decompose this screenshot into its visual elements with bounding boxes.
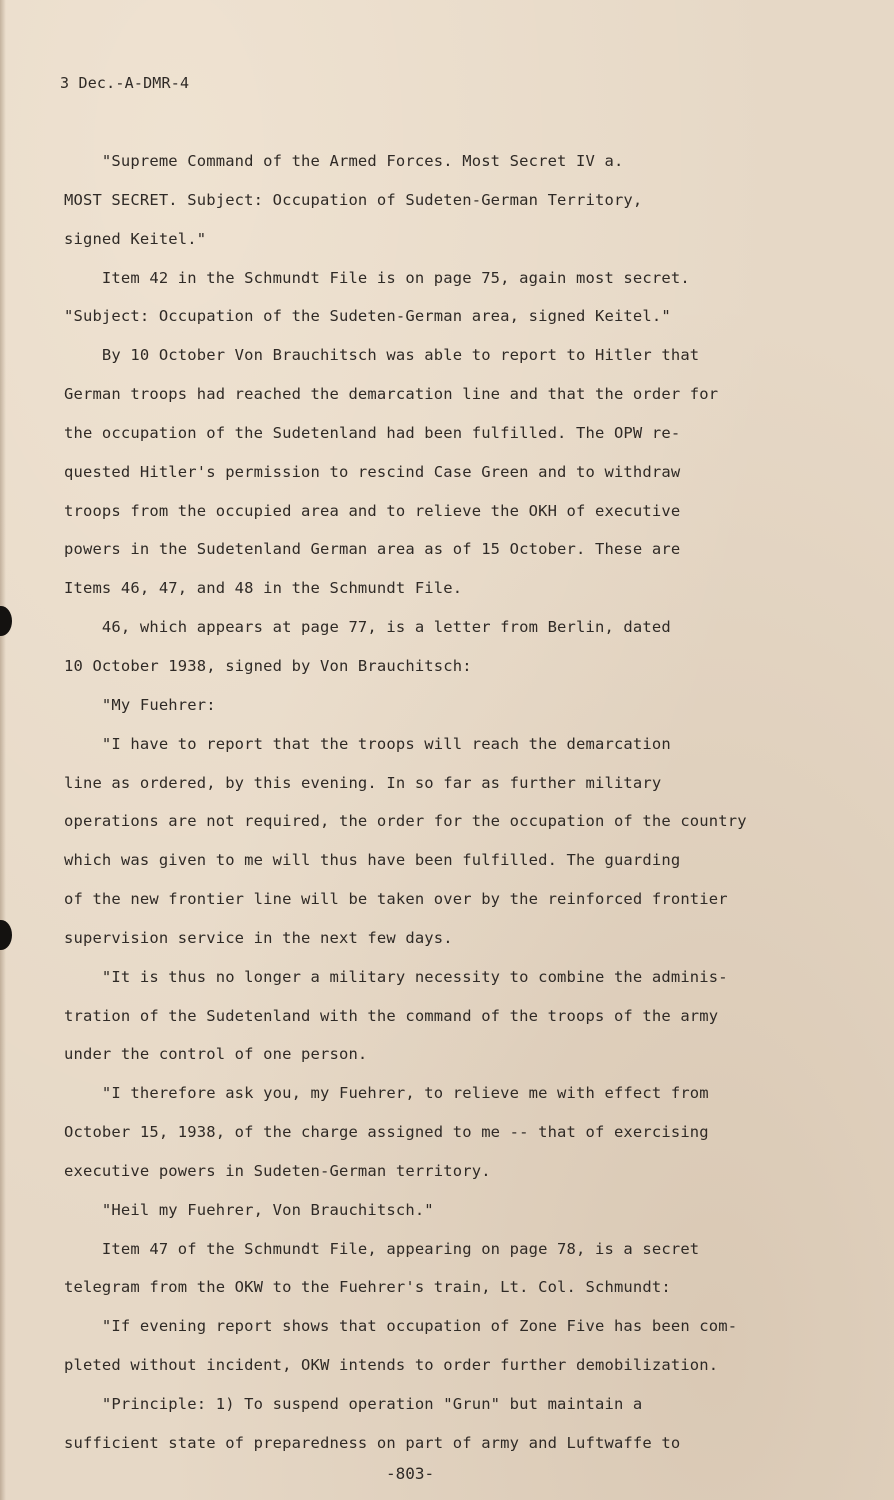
text-line: supervision service in the next few days. [64, 928, 453, 947]
text-line: powers in the Sudetenland German area as of 15 October. These are [64, 540, 681, 559]
page-edge-shadow [0, 0, 6, 1500]
text-line: "Heil my Fuehrer, Von Brauchitsch." [64, 1200, 434, 1219]
text-line: troops from the occupied area and to relieve the OKH of executive [64, 501, 681, 520]
text-line: executive powers in Sudeten-German territory. [64, 1161, 491, 1180]
text-line: "I therefore ask you, my Fuehrer, to relieve me with effect from [64, 1084, 709, 1103]
text-line: sufficient state of preparedness on part of army and Luftwaffe to [64, 1433, 681, 1452]
text-line: 46, which appears at page 77, is a letter from Berlin, dated [64, 618, 671, 637]
text-line: MOST SECRET. Subject: Occupation of Sudeten-German Territory, [64, 190, 643, 209]
text-line: October 15, 1938, of the charge assigned to me -- that of exercising [64, 1123, 709, 1142]
text-line: tration of the Sudetenland with the command of the troops of the army [64, 1006, 719, 1025]
text-line: signed Keitel." [64, 229, 207, 248]
text-line: under the control of one person. [64, 1045, 368, 1064]
text-line: quested Hitler's permission to rescind Case Green and to withdraw [64, 462, 681, 481]
document-body [64, 142, 794, 1463]
text-line: "Supreme Command of the Armed Forces. Most Secret IV a. [64, 152, 624, 170]
text-line: By 10 October Von Brauchitsch was able to report to Hitler that [64, 346, 700, 365]
text-line: 10 October 1938, signed by Von Brauchitsch: [64, 656, 472, 675]
text-line: "Subject: Occupation of the Sudeten-German area, signed Keitel." [64, 307, 671, 326]
text-line: operations are not required, the order for the occupation of the country [64, 812, 747, 831]
text-line: Item 42 in the Schmundt File is on page 75, again most secret. [64, 268, 690, 287]
text-line: German troops had reached the demarcation line and that the order for [64, 385, 719, 404]
text-line: line as ordered, by this evening. In so far as further military [64, 773, 662, 792]
text-line: Item 47 of the Schmundt File, appearing on page 78, is a secret [64, 1239, 700, 1258]
text-line: telegram from the OKW to the Fuehrer's train, Lt. Col. Schmundt: [64, 1278, 671, 1297]
text-line: "Principle: 1) To suspend operation "Grun" but maintain a [64, 1395, 643, 1413]
text-line: pleted without incident, OKW intends to order further demobilization. [64, 1356, 719, 1375]
document-reference: 3 Dec.-A-DMR-4 [60, 74, 190, 92]
text-line: which was given to me will thus have been fulfilled. The guarding [64, 851, 681, 870]
text-line: "My Fuehrer: [64, 695, 216, 714]
punch-hole [0, 606, 12, 636]
text-line: the occupation of the Sudetenland had been fulfilled. The OPW re- [64, 423, 681, 442]
punch-hole [0, 920, 12, 950]
text-line: of the new frontier line will be taken over by the reinforced frontier [64, 890, 728, 909]
text-line: "If evening report shows that occupation of Zone Five has been com- [64, 1317, 738, 1336]
text-line: "I have to report that the troops will reach the demarcation [64, 734, 671, 753]
text-line: Items 46, 47, and 48 in the Schmundt File. [64, 579, 463, 598]
page-number: -803- [386, 1464, 435, 1483]
text-line: "It is thus no longer a military necessity to combine the adminis- [64, 967, 728, 986]
